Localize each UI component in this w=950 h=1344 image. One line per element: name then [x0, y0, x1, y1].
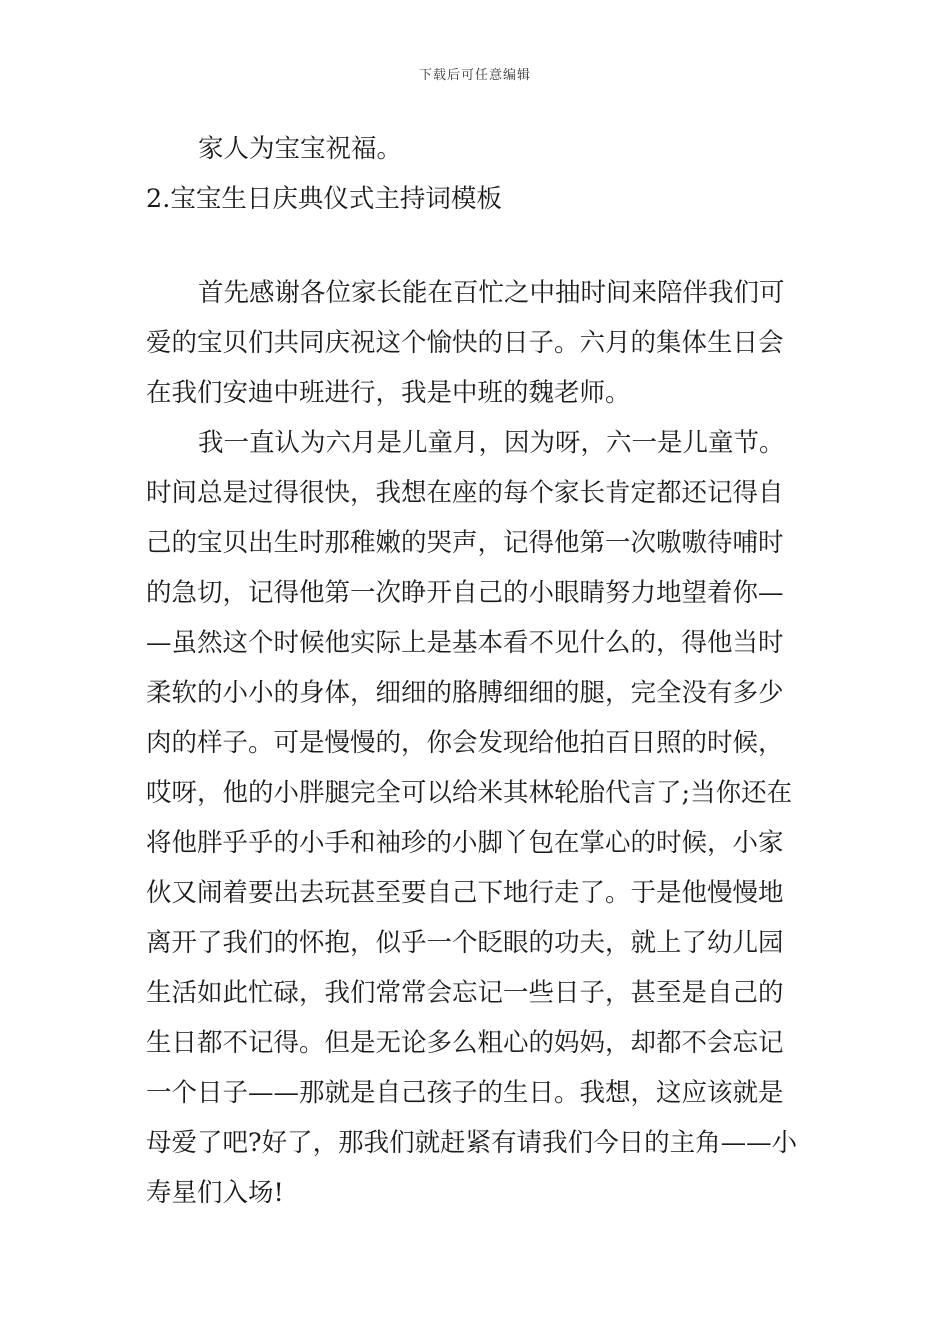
paragraph-line: 柔软的小小的身体，细细的胳膊细细的腿，完全没有多少 — [146, 678, 784, 708]
paragraph-1 — [146, 268, 808, 418]
paragraph-line: 一个日子——那就是自己孩子的生日。我想，这应该就是 — [146, 1078, 784, 1108]
paragraph-line: 我一直认为六月是儿童月，因为呀，六一是儿童节。 — [198, 428, 785, 458]
paragraph-line: 己的宝贝出生时那稚嫩的哭声，记得他第一次嗷嗷待哺时 — [146, 528, 784, 558]
paragraph-gap — [146, 224, 808, 268]
paragraph-line: 在我们安迪中班进行，我是中班的魏老师。 — [146, 378, 631, 408]
paragraph-line: 离开了我们的怀抱，似乎一个眨眼的功夫，就上了幼儿园 — [146, 928, 784, 958]
page-header-note: 下载后可任意编辑 — [418, 68, 531, 83]
paragraph-2 — [146, 418, 808, 1218]
paragraph-line: 伙又闹着要出去玩甚至要自己下地行走了。于是他慢慢地 — [146, 878, 784, 908]
intro-line: 家人为宝宝祝福。 — [198, 134, 403, 164]
paragraph-line: 的急切，记得他第一次睁开自己的小眼睛努力地望着你— — [146, 578, 784, 608]
section-title: 2.宝宝生日庆典仪式主持词模板 — [146, 184, 502, 214]
paragraph-line: 生活如此忙碌，我们常常会忘记一些日子，甚至是自己的 — [146, 978, 784, 1008]
paragraph-line: 时间总是过得很快，我想在座的每个家长肯定都还记得自 — [146, 478, 784, 508]
paragraph-line: 爱的宝贝们共同庆祝这个愉快的日子。六月的集体生日会 — [146, 328, 784, 358]
paragraph-line: 肉的样子。可是慢慢的，你会发现给他拍百日照的时候， — [146, 728, 784, 758]
paragraph-line: 哎呀，他的小胖腿完全可以给米其林轮胎代言了;当你还在 — [146, 778, 793, 808]
paragraph-line: 寿星们入场! — [146, 1178, 284, 1208]
paragraph-line: 将他胖乎乎的小手和袖珍的小脚丫包在掌心的时候，小家 — [146, 828, 784, 858]
paragraph-line: —虽然这个时候他实际上是基本看不见什么的，得他当时 — [146, 628, 784, 658]
paragraph-line: 母爱了吧?好了，那我们就赶紧有请我们今日的主角——小 — [146, 1128, 798, 1158]
document-body — [146, 124, 808, 1218]
paragraph-line: 生日都不记得。但是无论多么粗心的妈妈，却都不会忘记 — [146, 1028, 784, 1058]
paragraph-line: 首先感谢各位家长能在百忙之中抽时间来陪伴我们可 — [198, 278, 785, 308]
